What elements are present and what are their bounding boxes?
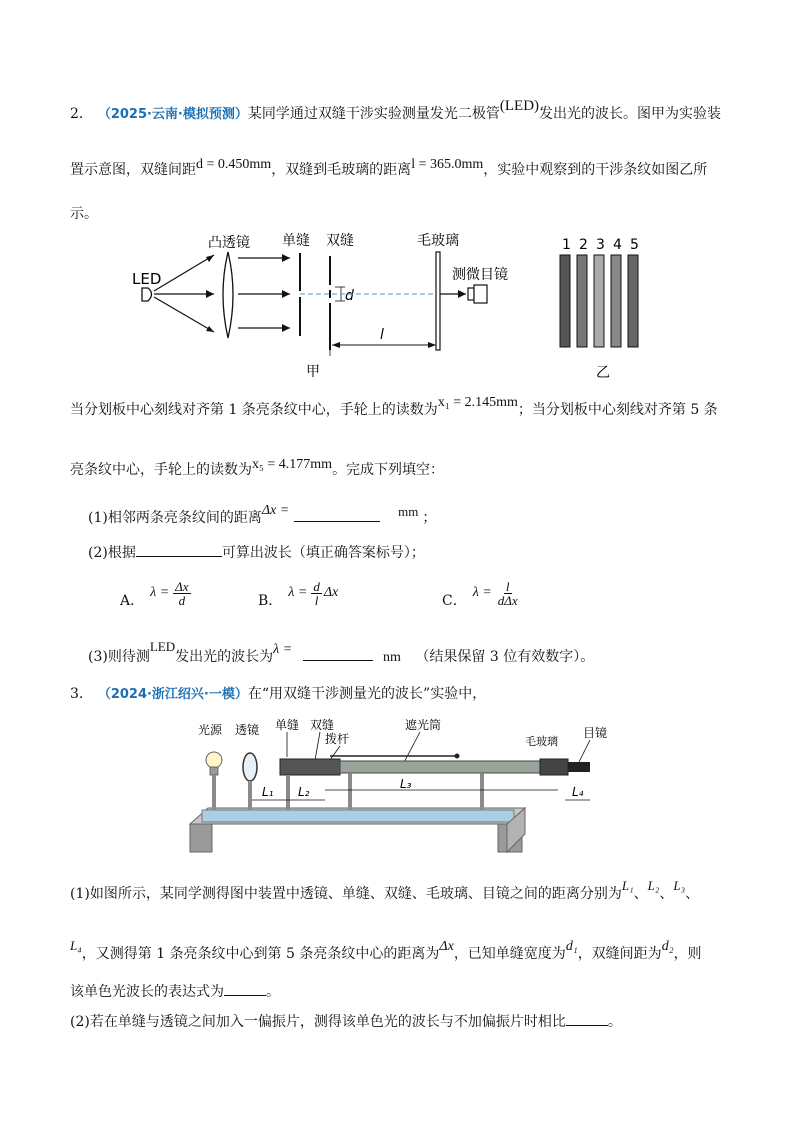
q2-sub3-lambda: λ = bbox=[273, 642, 293, 657]
eyepiece-icon bbox=[468, 288, 474, 300]
q2-number: 2. bbox=[70, 106, 84, 122]
q2-text10: 。完成下列填空： bbox=[332, 462, 445, 478]
bulb-icon bbox=[206, 752, 222, 768]
q2-sub2-text-a: (2)根据 bbox=[88, 545, 136, 561]
q2-text8: ；当分划板中心刻线对齐第 5 条 bbox=[517, 402, 718, 418]
q2-sub1 bbox=[88, 503, 437, 528]
figure-jia-caption: 甲 bbox=[306, 364, 320, 380]
arrow-icon bbox=[282, 324, 290, 332]
double-slit-label: 双缝 bbox=[310, 718, 335, 732]
led-label: LED bbox=[132, 270, 162, 288]
answer-blank-option[interactable] bbox=[136, 556, 222, 557]
arrow-icon bbox=[332, 342, 340, 348]
q3-line1 bbox=[70, 684, 486, 704]
convex-lens-icon bbox=[223, 252, 233, 338]
d-label: d bbox=[345, 288, 354, 304]
option-a-numerator: Δx bbox=[175, 578, 189, 594]
answer-blank-polarizer[interactable] bbox=[566, 1025, 608, 1026]
arrow-icon bbox=[428, 342, 436, 348]
q2-line4 bbox=[70, 395, 718, 420]
arrow-icon bbox=[458, 290, 466, 298]
q3-sub1-text-d: ，双缝间距为 bbox=[577, 946, 662, 962]
q2-led-paren: (LED) bbox=[499, 98, 540, 114]
q2-line1 bbox=[70, 98, 722, 124]
eyepiece-label: 目镜 bbox=[583, 726, 608, 740]
arrow-icon bbox=[282, 290, 290, 298]
q3-sub2-text-b: 。 bbox=[607, 1014, 622, 1030]
slit-holder bbox=[280, 759, 340, 775]
q3-sub2 bbox=[70, 1012, 622, 1032]
q2-line5 bbox=[70, 457, 445, 480]
lens-stand bbox=[248, 781, 252, 810]
option-a-label: A． bbox=[120, 593, 145, 609]
option-c-fraction bbox=[496, 580, 520, 607]
option-b-lhs: λ = bbox=[288, 585, 308, 600]
L3-label: L₃ bbox=[400, 777, 412, 791]
figure-yi-caption: 乙 bbox=[596, 365, 610, 381]
tube-label: 遮光筒 bbox=[405, 718, 442, 732]
q3-text1: 在“用双缝干涉测量光的波长”实验中， bbox=[247, 686, 487, 702]
q2-text9: 亮条纹中心，手轮上的读数为 bbox=[70, 462, 252, 478]
q2-text3: 置示意图，双缝间距 bbox=[70, 162, 196, 178]
answer-blank-dx[interactable] bbox=[294, 521, 380, 522]
q2-sub3-text-c: （结果保留 3 位有效数字）。 bbox=[415, 649, 595, 665]
L2-label: L₂ bbox=[298, 785, 310, 799]
q2-sub3-unit: nm bbox=[383, 650, 401, 665]
figure-jia bbox=[130, 228, 510, 380]
frosted-glass-label: 毛玻璃 bbox=[525, 735, 558, 748]
q3-sub1-sep3: 、 bbox=[685, 886, 700, 902]
option-a[interactable] bbox=[120, 575, 191, 611]
measuring-head bbox=[540, 759, 568, 775]
option-b-numerator: d bbox=[313, 578, 320, 594]
q3-sub1-sep1: 、 bbox=[633, 886, 648, 902]
q2-sub2-text-b: 可算出波长（填正确答案标号）； bbox=[221, 545, 425, 561]
ray-lower bbox=[154, 297, 214, 332]
option-a-denominator: d bbox=[178, 592, 186, 608]
option-b[interactable] bbox=[258, 575, 338, 611]
q3-sub2-text-a: (2)若在单缝与透镜之间加入一偏振片，测得该单色光的波长与不加偏振片时相比 bbox=[70, 1014, 566, 1030]
q2-sub1-text: (1)相邻两条亮条纹间的距离 bbox=[88, 510, 262, 526]
q2-sub3-led: LED bbox=[149, 639, 176, 654]
fringe-1 bbox=[560, 255, 570, 347]
single-slit-label: 单缝 bbox=[282, 233, 310, 249]
q2-sub1-end: ； bbox=[422, 510, 437, 526]
bench-leg-left bbox=[190, 824, 212, 852]
q2-sub3 bbox=[88, 639, 595, 667]
q2-text5: ，实验中观察到的干涉条纹如图乙所 bbox=[483, 162, 708, 178]
q2-sub3-text-b: 发出光的波长为 bbox=[175, 649, 274, 665]
option-b-fraction bbox=[311, 580, 322, 607]
q3-sub1-dx: Δx bbox=[439, 939, 454, 954]
option-c-lhs: λ = bbox=[472, 585, 492, 600]
eyepiece-icon bbox=[568, 762, 590, 772]
arrow-icon bbox=[206, 326, 214, 332]
frosted-glass-label: 毛玻璃 bbox=[417, 233, 459, 249]
double-slit-label: 双缝 bbox=[326, 233, 354, 249]
q2-d-value: d = 0.450mm bbox=[196, 157, 272, 172]
fringe-label-1: 1 bbox=[562, 237, 571, 253]
L1-label: L₁ bbox=[262, 785, 274, 799]
q2-text1: 某同学通过双缝干涉实验测量发光二极管 bbox=[247, 106, 500, 122]
q3-sub1-line3 bbox=[70, 982, 280, 1002]
option-c-denominator: dΔx bbox=[497, 592, 518, 608]
q3-sub1-text-f: 该单色光波长的表达式为 bbox=[70, 984, 224, 1000]
q3-sub1-L2: L₂ bbox=[647, 878, 660, 893]
q2-sub3-text-a: (3)则待测 bbox=[88, 649, 150, 665]
q3-sub1-sep2: 、 bbox=[659, 886, 674, 902]
q2-line3: 示。 bbox=[70, 206, 98, 222]
q2-text7: 当分划板中心刻线对齐第 1 条亮条纹中心，手轮上的读数为 bbox=[70, 402, 438, 418]
leader-line bbox=[330, 746, 340, 760]
fringe-label-4: 4 bbox=[613, 237, 622, 253]
q2-text2: 发出光的波长。图甲为实验装 bbox=[539, 106, 722, 122]
fringe-label-2: 2 bbox=[579, 237, 588, 253]
lever-label: 拨杆 bbox=[325, 732, 350, 746]
leader-line bbox=[315, 732, 320, 760]
option-c[interactable] bbox=[442, 575, 520, 611]
q3-sub1-line2 bbox=[70, 938, 702, 964]
bulb-stand bbox=[212, 775, 216, 810]
option-b-label: B． bbox=[258, 593, 283, 609]
q3-source: （2024·浙江绍兴·一模） bbox=[97, 687, 248, 702]
fringe-label-3: 3 bbox=[596, 237, 605, 253]
lens-icon bbox=[243, 753, 257, 781]
q3-sub1-d1: d₁ bbox=[565, 939, 578, 954]
fringe-label-5: 5 bbox=[630, 237, 639, 253]
q2-sub2 bbox=[88, 543, 425, 563]
option-c-label: C． bbox=[442, 593, 467, 609]
q2-x1-value: x₁ = 2.145mm bbox=[437, 395, 518, 410]
option-a-lhs: λ = bbox=[150, 585, 170, 600]
q3-sub1-text-a: (1)如图所示，某同学测得图中装置中透镜、单缝、双缝、毛玻璃、目镜之间的距离分别为 bbox=[70, 886, 622, 902]
ray-upper bbox=[154, 255, 214, 291]
fringe-2 bbox=[577, 255, 587, 347]
lever-knob bbox=[455, 754, 460, 759]
bench-scale bbox=[202, 810, 514, 822]
l-label: l bbox=[380, 327, 384, 343]
q2-sub1-dx: Δx = bbox=[261, 503, 290, 518]
q3-sub1-text-e: ，则 bbox=[673, 946, 702, 962]
arrow-icon bbox=[206, 255, 214, 262]
q3-sub1-L4: L₄ bbox=[70, 938, 82, 953]
leader-line bbox=[578, 740, 590, 764]
led-icon bbox=[142, 288, 152, 301]
q2-source: （2025·云南·模拟预测） bbox=[97, 107, 248, 122]
q3-sub1-text-g: 。 bbox=[266, 984, 280, 1000]
option-c-numerator: l bbox=[505, 578, 510, 594]
q3-sub1-text-c: ，已知单缝宽度为 bbox=[453, 946, 566, 962]
light-shield-tube bbox=[340, 761, 540, 773]
q3-sub1-line1 bbox=[70, 878, 700, 904]
q3-sub1-text-b: ，又测得第 1 条亮条纹中心到第 5 条亮条纹中心的距离为 bbox=[81, 946, 440, 962]
q3-number: 3. bbox=[70, 686, 84, 702]
frosted-glass-icon bbox=[436, 252, 440, 350]
lens-label: 凸透镜 bbox=[208, 235, 250, 251]
answer-blank-wavelength[interactable] bbox=[303, 660, 373, 661]
single-slit-label: 单缝 bbox=[275, 718, 300, 732]
arrow-icon bbox=[206, 290, 214, 298]
option-a-fraction bbox=[173, 580, 190, 607]
bulb-base bbox=[210, 767, 218, 775]
q2-text4: ，双缝到毛玻璃的距离 bbox=[271, 162, 412, 178]
tube-stand bbox=[286, 775, 290, 810]
eyepiece-icon bbox=[474, 285, 487, 303]
L4-label: L₄ bbox=[572, 785, 584, 799]
q3-sub1-L3: L₃ bbox=[673, 878, 686, 893]
answer-blank-expression[interactable] bbox=[224, 995, 266, 996]
option-b-denominator: l bbox=[314, 592, 319, 608]
eyepiece-label: 测微目镜 bbox=[452, 267, 508, 283]
arrow-icon bbox=[282, 254, 290, 262]
q2-l-value: l = 365.0mm bbox=[411, 157, 484, 172]
fringe-5 bbox=[628, 255, 638, 347]
q3-sub1-d2: d₂ bbox=[661, 939, 674, 954]
q3-sub1-L1: L₁ bbox=[621, 878, 634, 893]
option-b-tail: Δx bbox=[323, 585, 339, 600]
q2-line2 bbox=[70, 157, 708, 180]
figure-yi bbox=[548, 232, 658, 382]
tube-stand bbox=[348, 773, 352, 810]
fringe-4 bbox=[611, 255, 621, 347]
light-source-label: 光源 bbox=[198, 723, 223, 737]
tube-stand bbox=[480, 773, 484, 810]
apparatus-figure bbox=[180, 712, 630, 860]
q2-sub1-unit: mm bbox=[398, 504, 419, 519]
lens-label: 透镜 bbox=[235, 723, 260, 737]
fringe-3 bbox=[594, 255, 604, 347]
q2-x5-value: x₅ = 4.177mm bbox=[252, 457, 333, 472]
